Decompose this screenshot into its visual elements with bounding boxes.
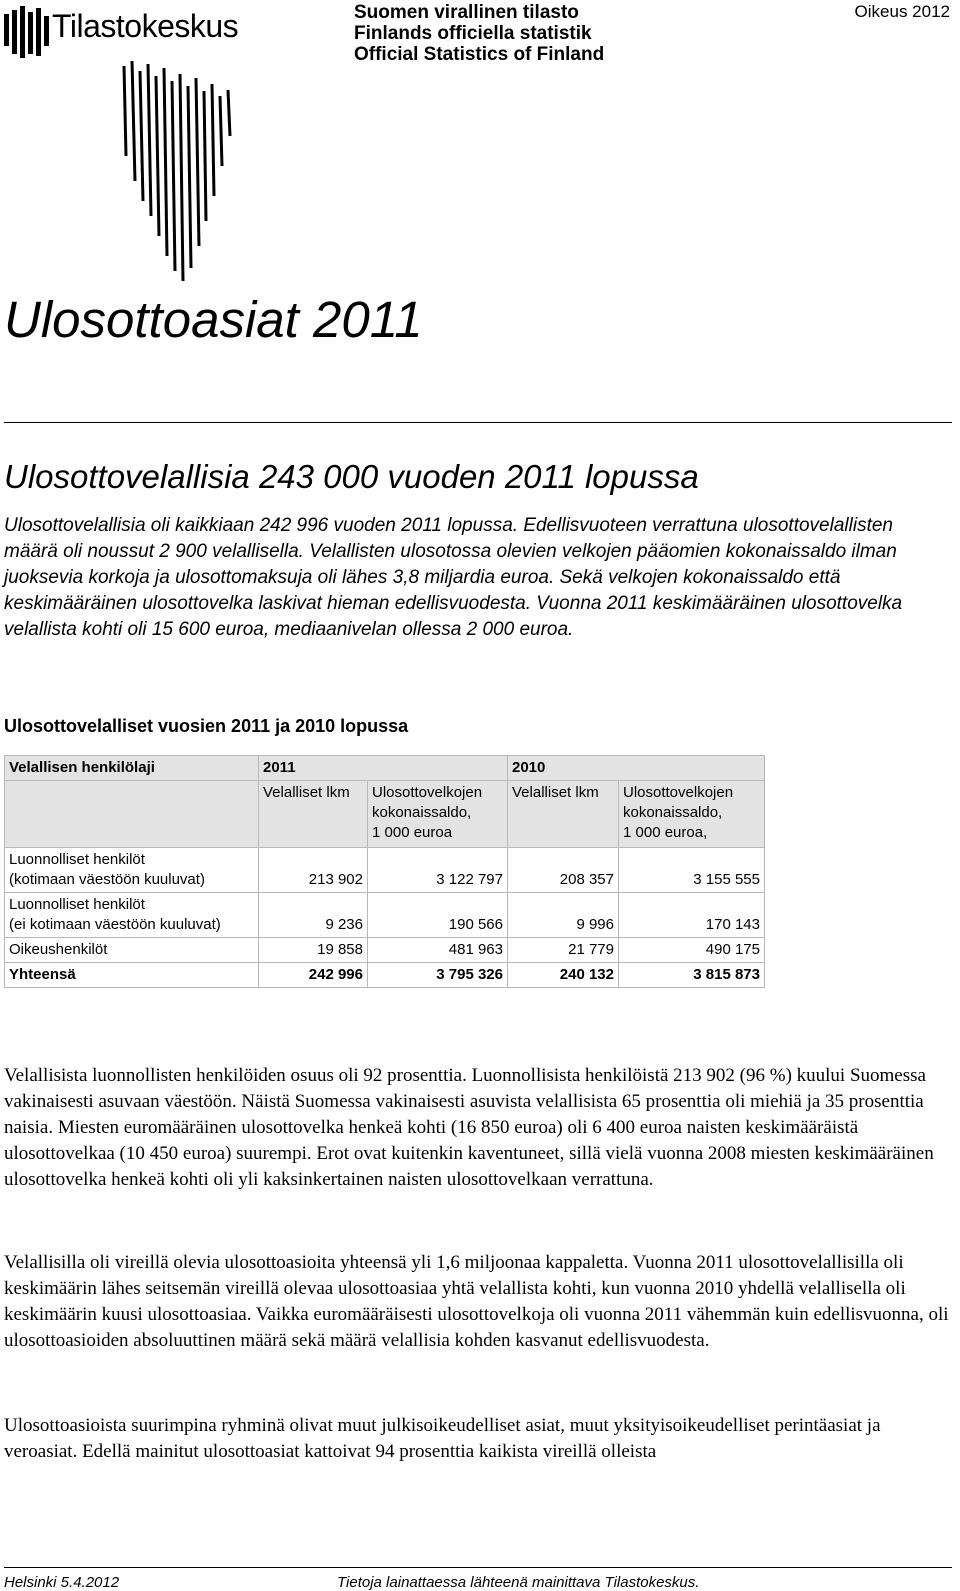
table-cell: 481 963 [368, 938, 508, 963]
row-label [5, 893, 259, 938]
balance-header-2011 [368, 781, 508, 848]
count-header-2011: Velalliset lkm [259, 781, 368, 848]
table-cell: 242 996 [259, 963, 368, 988]
title-divider [4, 422, 952, 423]
category-label: Oikeus 2012 [854, 2, 950, 21]
row-label: Oikeushenkilöt [5, 938, 259, 963]
balance-header-line: Ulosottovelkojen [623, 784, 734, 801]
table-cell: 3 155 555 [619, 848, 765, 893]
table-row [5, 848, 765, 893]
section-title: Ulosottovelallisia 243 000 vuoden 2011 lopussa [4, 458, 699, 495]
table-cell: 240 132 [508, 963, 619, 988]
row-label-line: (ei kotimaan väestöön kuuluvat) [9, 916, 221, 933]
table-cell: 21 779 [508, 938, 619, 963]
body-paragraph: Velallisista luonnollisten henkilöiden osuus oli 92 prosenttia. Luonnollisista henkilöistä 213 902 (96 %) kuului Suomessa vakinaisesti asuvaan väestöön. Näistä Suomessa vakinaisesti asuvista velallisista 65 prosenttia oli miehiä ja 35 prosenttia naisia. Miesten euromääräinen ulosottovelka henkeä kohti (16 850 euroa) oli 6 400 euroa naisten keskimääräistä ulosottovelkaa (10 450 euroa) suurempi. Erot ovat kuitenkin kaventuneet, sillä vielä vuonna 2008 miesten keskimääräinen ulosottovelka henkeä kohti oli yli kaksinkertainen naisten ulosottovelkaan verrattuna. [4, 1065, 934, 1190]
table-cell: 3 815 873 [619, 963, 765, 988]
footer-divider [4, 1567, 952, 1568]
table-cell: 490 175 [619, 938, 765, 963]
table-cell: 190 566 [368, 893, 508, 938]
table-total-row [5, 963, 765, 988]
balance-header-line: 1 000 euroa, [623, 824, 708, 841]
count-header-2010: Velalliset lkm [508, 781, 619, 848]
body-paragraph: Ulosottoasioista suurimpina ryhminä olivat muut julkisoikeudelliset asiat, muut yksityisoikeudelliset perintäasiat ja veroasiat. Edellä mainitut ulosottoasiat kattoivat 94 prosenttia kaikista vireillä olleista [4, 1415, 881, 1462]
row-label-line: Luonnolliset henkilöt [9, 896, 145, 913]
row-label-line: Luonnolliset henkilöt [9, 851, 145, 868]
table-title: Ulosottovelalliset vuosien 2011 ja 2010 lopussa [4, 716, 409, 736]
table-cell: 213 902 [259, 848, 368, 893]
year-header-2011: 2011 [259, 756, 508, 781]
table-header-row [5, 756, 765, 781]
balance-header-line: Ulosottovelkojen [372, 784, 483, 801]
table-cell: 19 858 [259, 938, 368, 963]
year-header-2010: 2010 [508, 756, 765, 781]
table-cell: 9 996 [508, 893, 619, 938]
table-subheader-row [5, 781, 765, 848]
tilastokeskus-logo [4, 6, 244, 286]
footer-citation: Tietoja lainattaessa lähteenä mainittava Tilastokeskus. [337, 1574, 700, 1591]
table-cell: 170 143 [619, 893, 765, 938]
table-cell: 9 236 [259, 893, 368, 938]
table-row [5, 938, 765, 963]
balance-header-2010 [619, 781, 765, 848]
logo-wordmark: Tilastokeskus [52, 8, 239, 44]
balance-header-line: kokonaissaldo, [372, 804, 472, 821]
table-cell: 3 122 797 [368, 848, 508, 893]
official-line-sv: Finlands officiella statistik [354, 23, 592, 44]
official-statistics-label [354, 2, 604, 65]
balance-header-line: 1 000 euroa [372, 824, 453, 841]
table-row [5, 893, 765, 938]
table-cell: 3 795 326 [368, 963, 508, 988]
lead-paragraph: Ulosottovelallisia oli kaikkiaan 242 996 vuoden 2011 lopussa. Edellisvuoteen verrattuna ulosottovelallisten määrä oli noussut 2 900 velallisella. Velallisten ulosotossa olevien velkojen pääomien kokonaissaldo ilman juoksevia korkoja ja ulosottomaksuja oli lähes 3,8 miljardia euroa. Sekä velkojen kokonaissaldo että keskimääräinen ulosottovelka laskivat hieman edellisvuodesta. Vuonna 2011 keskimääräinen ulosottovelka velallista kohti oli 15 600 euroa, mediaanivelan ollessa 2 000 euroa. [4, 515, 903, 640]
row-label-line: (kotimaan väestöön kuuluvat) [9, 871, 205, 888]
row-label [5, 848, 259, 893]
balance-header-line: kokonaissaldo, [623, 804, 723, 821]
empty-header-cell [5, 781, 259, 848]
table-cell: 208 357 [508, 848, 619, 893]
body-paragraph: Velallisilla oli vireillä olevia ulosottoasioita yhteensä yli 1,6 miljoonaa kappaletta. Vuonna 2011 ulosottovelallisilla oli keskimäärin lähes seitsemän vireillä olevaa ulosottoasiaa yhtä velallista kohti, kun vuonna 2010 yhdellä velallisella oli keskimäärin kuusi ulosottoasiaa. Vaikka euromääräisesti ulosottovelkoja oli vuonna 2011 vähemmän kuin edellisvuonna, oli ulosottoasioiden absoluuttinen määrä sekä määrä velallisia kohden kasvanut edellisvuodesta. [4, 1252, 949, 1351]
row-label: Yhteensä [5, 963, 259, 988]
footer-date: Helsinki 5.4.2012 [4, 1574, 120, 1591]
page-title: Ulosottoasiat 2011 [4, 291, 423, 348]
official-line-en: Official Statistics of Finland [354, 44, 605, 65]
official-line-fi: Suomen virallinen tilasto [354, 2, 579, 23]
debtors-table [4, 755, 765, 988]
table-corner-header: Velallisen henkilölaji [5, 756, 259, 781]
